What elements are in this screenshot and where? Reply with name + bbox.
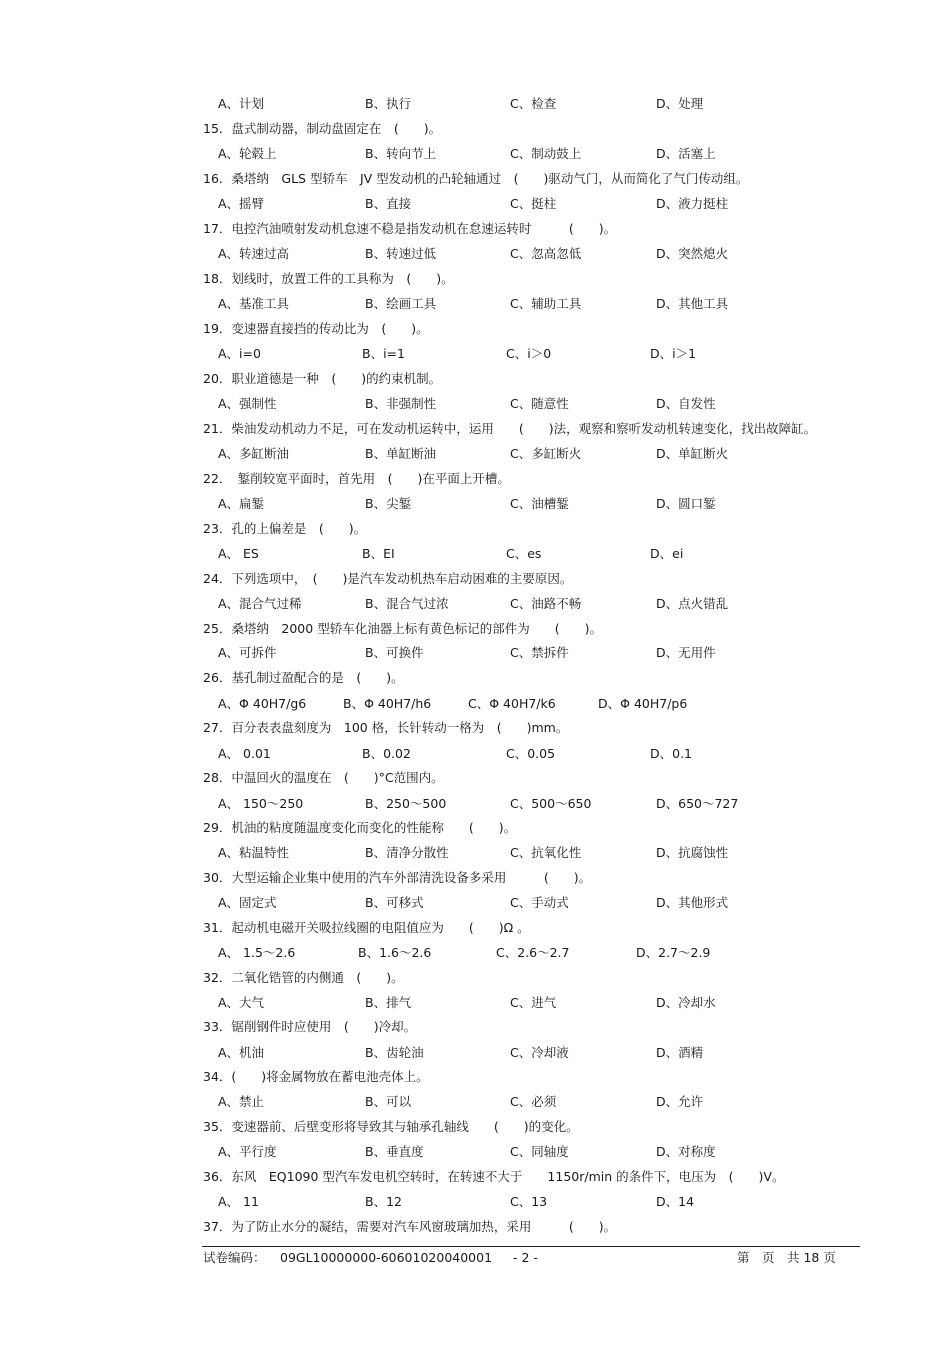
option-d: D、冷却水 [656,995,716,1010]
question-17: 17．电控汽油喷射发动机怠速不稳是指发动机在怠速运转时 ( )。 [203,221,617,236]
option-c: C、es [506,546,542,561]
option-b: B、单缸断油 [365,446,437,461]
option-c: C、挺柱 [510,196,557,211]
option-c: C、油路不畅 [510,596,582,611]
question-26: 26．基孔制过盈配合的是 ( )。 [203,670,404,685]
option-d: D、单缸断火 [656,446,729,461]
option-d: D、允许 [656,1094,704,1109]
options-row-36 [218,1192,858,1212]
option-d: D、自发性 [656,396,716,411]
option-d: D、活塞上 [656,146,716,161]
options-row-19 [218,344,858,364]
option-a: A、混合气过稀 [218,596,302,611]
option-b: B、转向节上 [365,146,437,161]
options-row-35 [218,1142,858,1162]
footer-page-marker: - 2 - [513,1250,538,1265]
question-20: 20．职业道德是一种 ( )的约束机制。 [203,371,442,386]
options-row-16 [218,194,858,214]
options-row-14 [218,94,858,114]
option-a: A、机油 [218,1045,265,1060]
option-c: C、0.05 [506,746,556,761]
option-b: B、绘画工具 [365,296,437,311]
footer-code-label: 试卷编码： [203,1250,266,1265]
question-22: 22． 錾削较宽平面时，首先用 ( )在平面上开槽。 [203,471,510,486]
option-a: A、轮毂上 [218,146,277,161]
option-c: C、禁拆件 [510,645,569,660]
footer-code-value: 09GL10000000-60601020040001 [280,1250,493,1265]
question-32: 32．二氧化锆管的内侧通 ( )。 [203,970,404,985]
option-a: A、摇臂 [218,196,265,211]
option-b: B、可换件 [365,645,424,660]
option-b: B、可移式 [365,895,424,910]
options-row-29 [218,843,858,863]
footer-divider [202,1246,860,1247]
option-b: B、0.02 [362,746,411,761]
option-c: C、油槽錾 [510,496,569,511]
option-d: D、处理 [656,96,704,111]
question-30: 30．大型运输企业集中使用的汽车外部清洗设备多采用 ( )。 [203,870,592,885]
option-c: C、同轴度 [510,1144,569,1159]
option-d: D、2.7～2.9 [636,945,711,960]
options-row-30 [218,893,858,913]
options-row-17 [218,244,858,264]
option-a: A、 1.5～2.6 [218,945,296,960]
option-c: C、冷却液 [510,1045,569,1060]
question-25: 25．桑塔纳 2000 型轿车化油器上标有黄色标记的部件为 ( )。 [203,621,602,636]
options-row-20 [218,394,858,414]
options-row-33 [218,1043,858,1063]
option-b: B、EI [362,546,395,561]
option-b: B、清净分散性 [365,845,449,860]
option-b: B、1.6～2.6 [358,945,432,960]
question-31: 31．起动机电磁开关吸拉线圈的电阻值应为 ( )Ω 。 [203,920,530,935]
option-b: B、转速过低 [365,246,437,261]
question-24: 24．下列选项中， ( )是汽车发动机热车启动困难的主要原因。 [203,571,573,586]
question-29: 29．机油的粘度随温度变化而变化的性能称 ( )。 [203,820,517,835]
option-c: C、抗氧化性 [510,845,582,860]
question-28: 28．中温回火的温度在 ( )°C范围内。 [203,770,444,785]
option-b: B、垂直度 [365,1144,424,1159]
option-a: A、强制性 [218,396,277,411]
option-b: B、可以 [365,1094,412,1109]
question-23: 23．孔的上偏差是 ( )。 [203,521,367,536]
question-33: 33．锯削钢件时应使用 ( )冷却。 [203,1019,417,1034]
options-row-24 [218,594,858,614]
question-37: 37．为了防止水分的凝结，需要对汽车风窗玻璃加热，采用 ( )。 [203,1219,617,1234]
option-a: A、 11 [218,1194,259,1209]
option-d: D、0.1 [650,746,693,761]
options-row-31 [218,943,858,963]
option-d: D、无用件 [656,645,716,660]
option-d: D、ei [650,546,684,561]
question-18: 18．划线时，放置工件的工具称为 ( )。 [203,271,454,286]
option-c: C、2.6～2.7 [496,945,570,960]
question-21: 21．柴油发动机动力不足，可在发动机运转中，运用 ( )法，观察和察听发动机转速变化，找出故障缸。 [203,421,817,436]
option-a: A、平行度 [218,1144,277,1159]
option-b: B、排气 [365,995,412,1010]
option-a: A、可拆件 [218,645,277,660]
option-b: B、Φ 40H7/h6 [343,696,432,711]
option-a: A、粘温特性 [218,845,290,860]
question-19: 19．变速器直接挡的传动比为 ( )。 [203,321,429,336]
footer-page-total: 第 页 共 18 页 [737,1250,836,1265]
option-a: A、扁錾 [218,496,265,511]
option-a: A、 ES [218,546,259,561]
question-35: 35．变速器前、后壁变形将导致其与轴承孔轴线 ( )的变化。 [203,1119,579,1134]
options-row-18 [218,294,858,314]
option-a: A、禁止 [218,1094,265,1109]
question-27: 27．百分表表盘刻度为 100 格，长针转动一格为 ( )mm。 [203,720,569,735]
option-c: C、制动鼓上 [510,146,582,161]
option-b: B、i=1 [362,346,405,361]
option-d: D、其他工具 [656,296,729,311]
option-c: C、13 [510,1194,548,1209]
option-c: C、多缸断火 [510,446,582,461]
option-a: A、Φ 40H7/g6 [218,696,307,711]
option-a: A、基准工具 [218,296,290,311]
options-row-22 [218,494,858,514]
options-row-23 [218,544,858,564]
option-d: D、酒精 [656,1045,704,1060]
option-a: A、 0.01 [218,746,271,761]
option-d: D、圆口錾 [656,496,716,511]
option-a: A、固定式 [218,895,277,910]
options-row-28 [218,794,858,814]
option-b: B、非强制性 [365,396,437,411]
option-b: B、250～500 [365,796,447,811]
option-b: B、齿轮油 [365,1045,424,1060]
option-c: C、辅助工具 [510,296,582,311]
options-row-25 [218,643,858,663]
option-d: D、抗腐蚀性 [656,845,729,860]
option-c: C、忽高忽低 [510,246,582,261]
option-a: A、大气 [218,995,265,1010]
option-c: C、手动式 [510,895,569,910]
option-b: B、执行 [365,96,412,111]
option-c: C、500～650 [510,796,592,811]
option-d: D、液力挺柱 [656,196,729,211]
question-36: 36．东风 EQ1090 型汽车发电机空转时，在转速不大于 1150r/min 的条件下，电压为 ( )V。 [203,1169,785,1184]
option-c: C、必须 [510,1094,557,1109]
option-d: D、14 [656,1194,695,1209]
option-a: A、多缸断油 [218,446,290,461]
question-15: 15．盘式制动器，制动盘固定在 ( )。 [203,121,442,136]
option-b: B、尖錾 [365,496,412,511]
option-b: B、直接 [365,196,412,211]
options-row-15 [218,144,858,164]
option-a: A、转速过高 [218,246,290,261]
options-row-21 [218,444,858,464]
question-34: 34．( )将金属物放在蓄电池壳体上。 [203,1069,429,1084]
option-c: C、Φ 40H7/k6 [468,696,556,711]
option-b: B、混合气过浓 [365,596,449,611]
options-row-34 [218,1092,858,1112]
option-d: D、点火错乱 [656,596,729,611]
option-b: B、12 [365,1194,402,1209]
options-row-27 [218,744,858,764]
option-d: D、突然熄火 [656,246,729,261]
option-a: A、计划 [218,96,265,111]
options-row-26 [218,694,858,714]
option-d: D、i＞1 [650,346,697,361]
option-c: C、i＞0 [506,346,552,361]
option-d: D、650～727 [656,796,739,811]
option-a: A、 150～250 [218,796,304,811]
option-a: A、i=0 [218,346,261,361]
option-c: C、随意性 [510,396,569,411]
question-16: 16．桑塔纳 GLS 型轿车 JV 型发动机的凸轮轴通过 ( )驱动气门，从而简化了气门传动组。 [203,171,749,186]
option-d: D、其他形式 [656,895,729,910]
option-d: D、Φ 40H7/p6 [598,696,688,711]
option-c: C、检查 [510,96,557,111]
options-row-32 [218,993,858,1013]
option-d: D、对称度 [656,1144,716,1159]
option-c: C、进气 [510,995,557,1010]
